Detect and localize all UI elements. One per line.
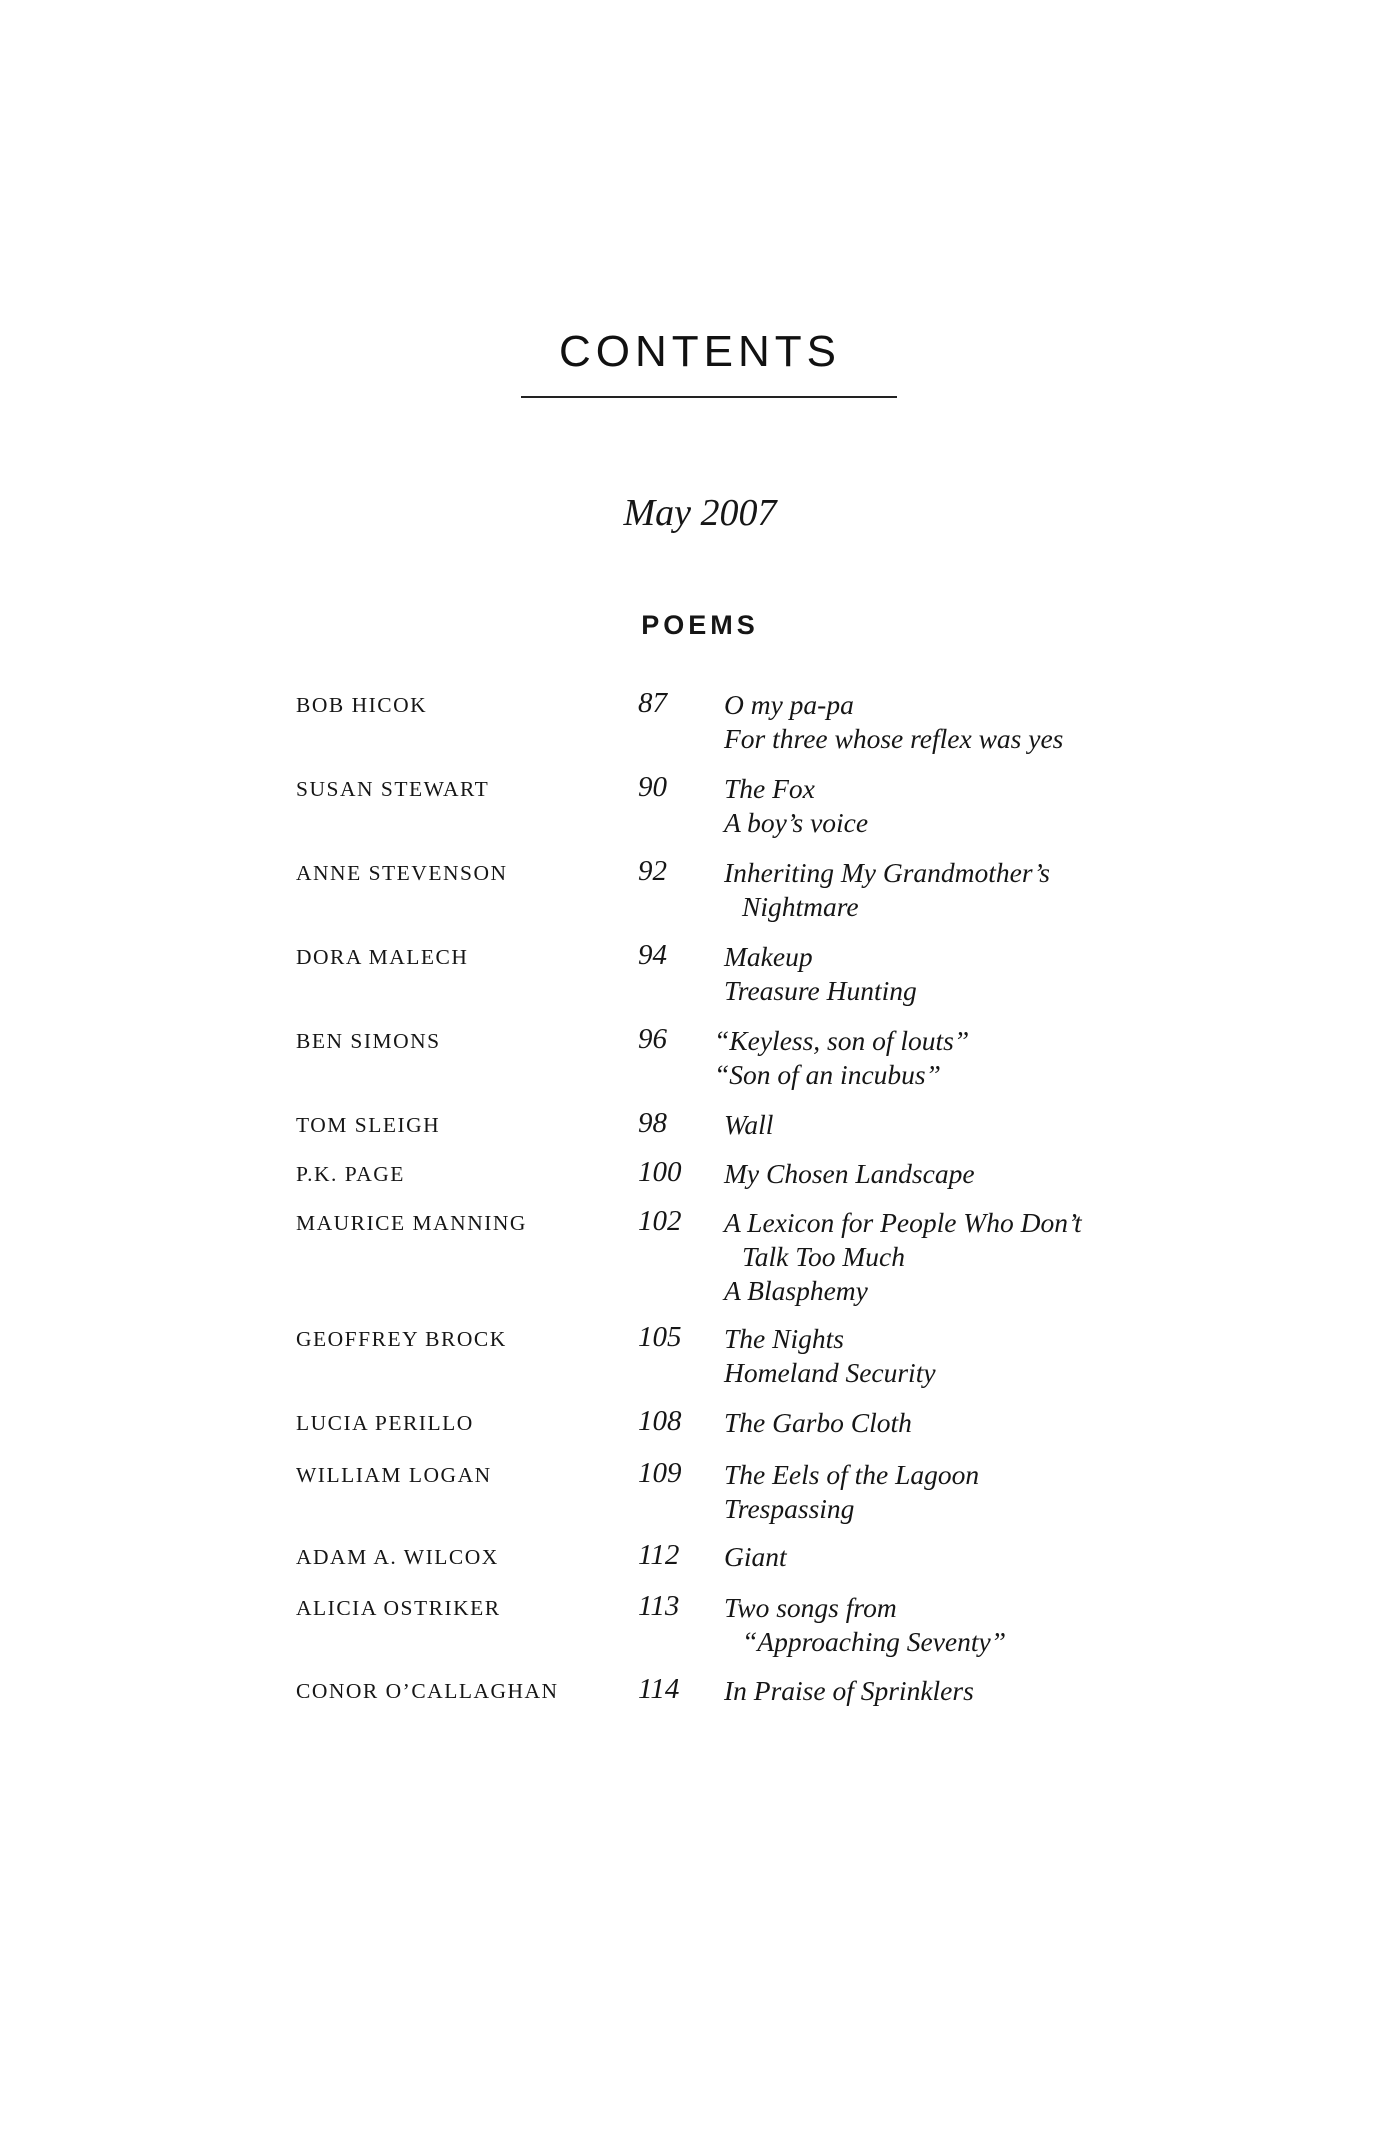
poem-titles xyxy=(724,1206,1082,1308)
author-name: ALICIA OSTRIKER xyxy=(296,1596,501,1620)
poem-title: Inheriting My Grandmother’s xyxy=(724,857,1050,888)
author-name: LUCIA PERILLO xyxy=(296,1411,474,1435)
page-number: 92 xyxy=(638,855,667,887)
page-number: 87 xyxy=(638,687,667,719)
page-number: 96 xyxy=(638,1023,667,1055)
author-name: P.K. PAGE xyxy=(296,1162,405,1186)
poem-titles xyxy=(724,1322,936,1390)
poem-title: Wall xyxy=(724,1109,774,1140)
author-name: WILLIAM LOGAN xyxy=(296,1463,492,1487)
page-number: 100 xyxy=(638,1156,682,1188)
page-number: 102 xyxy=(638,1205,682,1237)
poem-titles xyxy=(714,1024,970,1092)
author-name: GEOFFREY BROCK xyxy=(296,1327,507,1351)
poem-titles xyxy=(724,940,917,1008)
poem-title: The Garbo Cloth xyxy=(724,1407,912,1438)
author-name: DORA MALECH xyxy=(296,945,469,969)
poem-title: Homeland Security xyxy=(724,1357,936,1388)
poem-title: A boy’s voice xyxy=(724,807,869,838)
author-name: TOM SLEIGH xyxy=(296,1113,441,1137)
poem-titles xyxy=(724,772,868,840)
issue-date: May 2007 xyxy=(623,492,777,534)
page-title: CONTENTS xyxy=(559,327,841,376)
poem-titles xyxy=(724,856,1050,924)
author-name: MAURICE MANNING xyxy=(296,1211,527,1235)
poem-title: Treasure Hunting xyxy=(724,975,917,1006)
page-number: 105 xyxy=(638,1321,682,1353)
poem-title: A Lexicon for People Who Don’t xyxy=(724,1207,1082,1238)
author-name: SUSAN STEWART xyxy=(296,777,490,801)
poem-titles xyxy=(724,1108,773,1142)
poem-title: “Keyless, son of louts” xyxy=(714,1025,970,1056)
title-rule xyxy=(521,396,897,398)
author-name: BOB HICOK xyxy=(296,693,428,717)
poem-titles xyxy=(724,1406,912,1440)
page-number: 109 xyxy=(638,1457,682,1489)
page-number: 108 xyxy=(638,1405,682,1437)
poem-titles xyxy=(724,1591,1006,1659)
poem-title: Giant xyxy=(724,1541,787,1572)
page-number: 114 xyxy=(638,1673,680,1705)
poem-title: The Fox xyxy=(724,773,815,804)
poem-title: “Son of an incubus” xyxy=(714,1059,941,1090)
page-number: 112 xyxy=(638,1539,680,1571)
author-name: ANNE STEVENSON xyxy=(296,861,508,885)
section-heading: POEMS xyxy=(641,610,759,640)
poem-title: Makeup xyxy=(724,941,813,972)
page-number: 94 xyxy=(638,939,667,971)
poem-title: In Praise of Sprinklers xyxy=(724,1675,974,1706)
poem-titles xyxy=(724,1674,974,1708)
poem-title: For three whose reflex was yes xyxy=(724,723,1064,754)
page-number: 90 xyxy=(638,771,667,803)
poem-title: My Chosen Landscape xyxy=(724,1158,975,1189)
author-name: CONOR O’CALLAGHAN xyxy=(296,1679,559,1703)
poem-title: O my pa-pa xyxy=(724,689,854,720)
poem-titles xyxy=(724,1157,975,1191)
poem-title: Trespassing xyxy=(724,1493,855,1524)
poem-title: Two songs from xyxy=(724,1592,897,1623)
poem-title: Talk Too Much xyxy=(742,1241,905,1272)
poem-title: “Approaching Seventy” xyxy=(742,1626,1007,1657)
page-number: 113 xyxy=(638,1590,680,1622)
author-name: BEN SIMONS xyxy=(296,1029,441,1053)
poem-title: Nightmare xyxy=(742,891,859,922)
poem-titles xyxy=(724,688,1063,756)
poem-titles xyxy=(724,1458,979,1526)
poem-title: A Blasphemy xyxy=(724,1275,868,1306)
poem-titles xyxy=(724,1540,787,1574)
poem-title: The Eels of the Lagoon xyxy=(724,1459,980,1490)
poem-title: The Nights xyxy=(724,1323,844,1354)
author-name: ADAM A. WILCOX xyxy=(296,1545,499,1569)
page-number: 98 xyxy=(638,1107,667,1139)
